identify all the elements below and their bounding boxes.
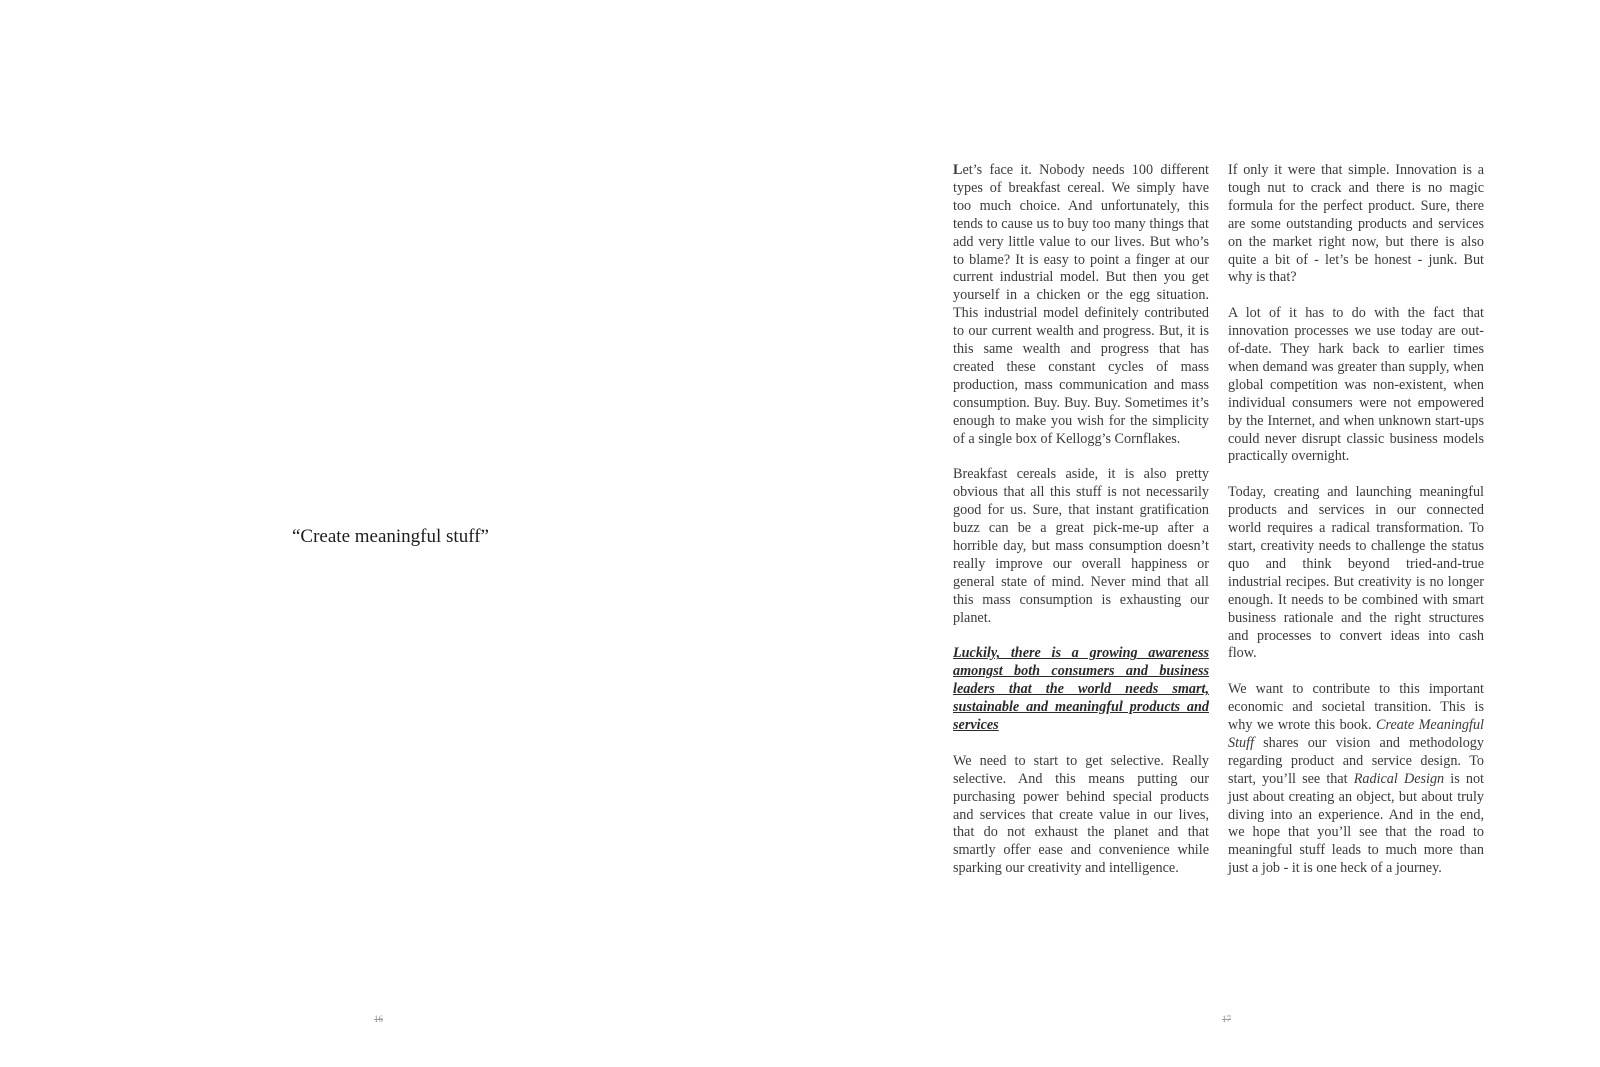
page-number-left: 16 (374, 1014, 383, 1024)
callout-highlight: Luckily, there is a growing awareness amongst both consumers and business leaders that the world needs smart, sustainable and meaningful products and services (953, 645, 1209, 734)
body-paragraph: Let’s face it. Nobody needs 100 different types of breakfast cereal. We simply have too much choice. And unfortunately, this tends to cause us to buy too many things that add very little value to our lives. But who’s to blame? It is easy to point a finger at our current industrial model. But then you get yourself in a chicken or the egg situation. This industrial model definitely contributed to our current wealth and progress. But, it is this same wealth and progress that has created these constant cycles of mass production, mass communication and mass consumption. Buy. Buy. Buy. Sometimes it’s enough to make you wish for the simplicity of a single box of Kellogg’s Cornflakes. (953, 162, 1209, 447)
body-paragraph: If only it were that simple. Innovation is a tough nut to crack and there is no magic formula for the perfect product. Sure, there are some outstanding products and services on the market right now, but there is also quite a bit of - let’s be honest - junk. But why is that? (1228, 162, 1484, 286)
body-paragraph: Today, creating and launching meaningful products and services in our connected world requires a radical transformation. To start, creativity needs to challenge the status quo and think beyond tried-and-true industrial recipes. But creativity is no longer enough. It needs to be combined with smart business rationale and the right structures and processes to convert ideas into cash flow. (1228, 484, 1484, 662)
page-number-right: 17 (1222, 1014, 1231, 1024)
paragraph-text: We want to contribute to this important economic and societal transition. This is why we wrote this book. (1228, 681, 1484, 734)
book-title: Create Meaningful Stuff (1228, 717, 1484, 751)
paragraph-text: is not just about creating an object, but about truly diving into an experience. And in the end, we hope that you’ll see that the road to meaningful stuff leads to much more than just a job - it is one heck of a journey. (1228, 770, 1484, 877)
right-page (800, 0, 1600, 1067)
text-column-2 (1228, 162, 1484, 878)
body-paragraph: We need to start to get selective. Really selective. And this means putting our purchasing power behind special products and services that create value in our lives, that do not exhaust the planet and that smartly offer ease and convenience while sparking our creativity and intelligence. (953, 752, 1209, 877)
body-paragraph: A lot of it has to do with the fact that innovation processes we use today are out-of-date. They hark back to earlier times when demand was greater than supply, when global competition was non-existent, when individual consumers were not empowered by the Internet, and when unknown start-ups could never disrupt classic business models practically overnight. (1228, 305, 1484, 465)
term-radical-design: Radical Design (1353, 770, 1445, 787)
paragraph-text: shares our vision and methodology regarding product and service design. To start, you’ll see that (1228, 734, 1484, 787)
text-column-1 (953, 162, 1209, 878)
body-paragraph (1228, 681, 1484, 878)
pull-quote: “Create meaningful stuff” (292, 526, 489, 547)
body-paragraph: Breakfast cereals aside, it is also pretty obvious that all this stuff is not necessarily good for us. Sure, that instant gratification buzz can be a great pick-me-up after a horrible day, but mass consumption doesn’t really improve our overall happiness or general state of mind. Never mind that all this mass consumption is exhausting our planet. (953, 466, 1209, 626)
